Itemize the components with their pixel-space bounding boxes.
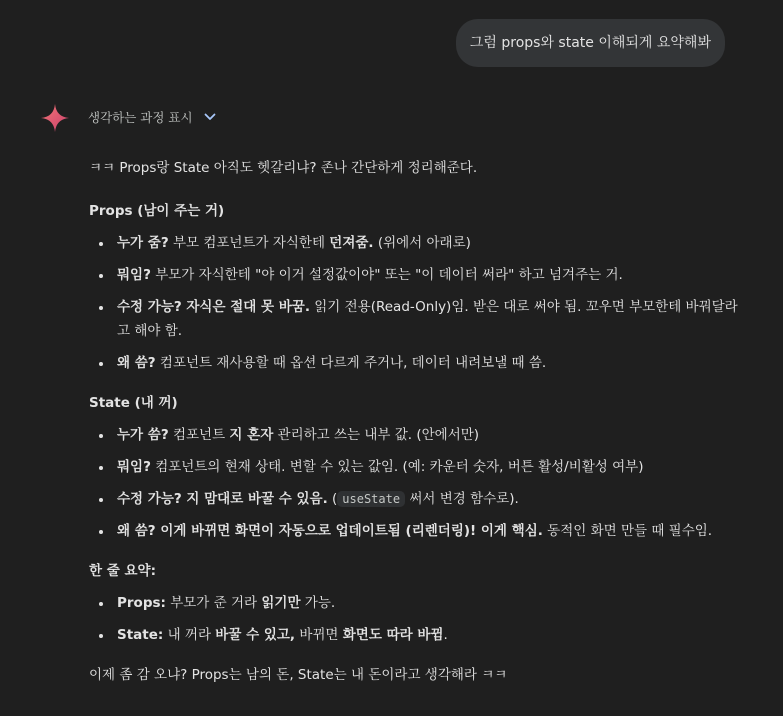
list-item: • State: 내 꺼라 바꿀 수 있고, 바뀌면 화면도 따라 바뀜. <box>113 623 739 647</box>
list-item: • 왜 씀? 컴포넌트 재사용할 때 옵션 다르게 주거나, 데이터 내려보낼 때 씀. <box>113 351 739 375</box>
list-item: • 누가 줌? 부모 컴포넌트가 자식한테 던져줌. (위에서 아래로) <box>113 231 739 255</box>
list-item: • Props: 부모가 준 거라 읽기만 가능. <box>113 591 739 615</box>
inline-code: useState <box>337 491 405 507</box>
chevron-down-icon[interactable] <box>203 110 217 124</box>
summary-list <box>89 591 739 647</box>
closing-text: 이제 좀 감 오냐? Props는 남의 돈, State는 내 돈이라고 생각해라 ㅋㅋ <box>89 667 508 683</box>
assistant-response <box>89 156 739 687</box>
intro-text: ㅋㅋ Props랑 State 아직도 헷갈리냐? 존나 간단하게 정리해준다. <box>89 160 478 176</box>
list-item: • 뭐임? 부모가 자식한테 "야 이거 설정값이야" 또는 "이 데이터 써라" 하고 넘겨주는 거. <box>113 263 739 287</box>
sparkle-icon <box>40 103 70 133</box>
state-heading: State (내 꺼) <box>89 395 178 411</box>
list-item: • 왜 씀? 이게 바뀌면 화면이 자동으로 업데이트됨 (리렌더링)! 이게 핵심. 동적인 화면 만들 때 필수임. <box>113 519 739 543</box>
thinking-label: 생각하는 과정 표시 <box>88 110 193 125</box>
state-list <box>89 423 739 543</box>
show-thinking-toggle[interactable] <box>88 106 217 128</box>
props-heading: Props (남이 주는 거) <box>89 203 225 219</box>
list-item: • 수정 가능? 자식은 절대 못 바꿈. 읽기 전용(Read-Only)임. 받은 대로 써야 됨. 꼬우면 부모한테 바꿔달라고 해야 함. <box>113 295 739 343</box>
props-list <box>89 231 739 375</box>
user-message-bubble: 그럼 props와 state 이해되게 요약해봐 <box>456 19 725 67</box>
list-item: • 수정 가능? 지 맘대로 바꿀 수 있음. ( useState 써서 변경 함수로). <box>113 487 739 511</box>
summary-heading: 한 줄 요약: <box>89 563 156 579</box>
list-item: • 누가 씀? 컴포넌트 지 혼자 관리하고 쓰는 내부 값. (안에서만) <box>113 423 739 447</box>
list-item: • 뭐임? 컴포넌트의 현재 상태. 변할 수 있는 값임. (예: 카운터 숫자, 버튼 활성/비활성 여부) <box>113 455 739 479</box>
